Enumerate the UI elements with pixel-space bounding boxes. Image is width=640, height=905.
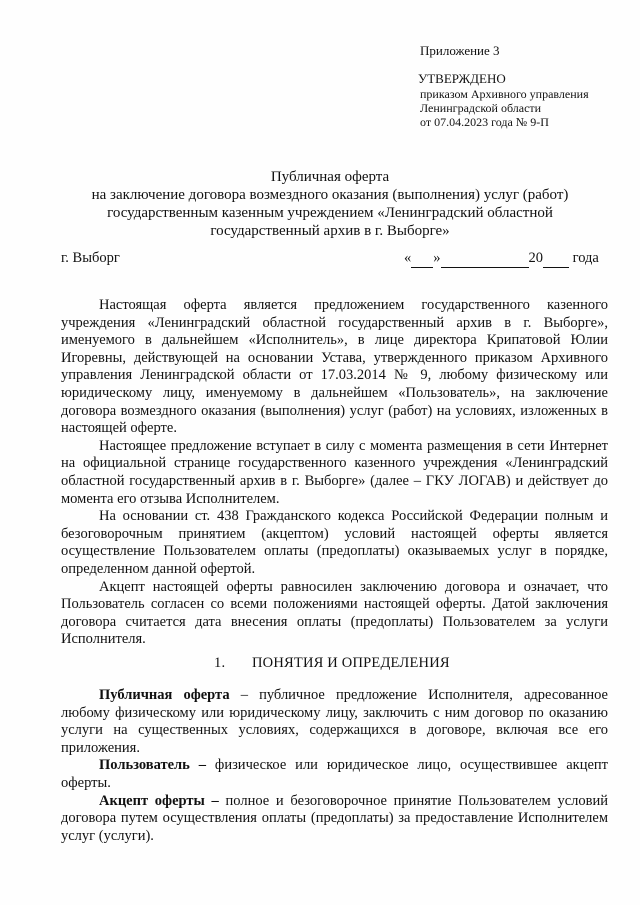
title-line-2: на заключение договора возмездного оказания (выполнения) услуг (работ) [91, 187, 569, 203]
section-number: 1. [214, 655, 226, 671]
paragraph-4: Акцепт настоящей оферты равносилен заключению договора и означает, что Пользователь согласен со всеми положениями настоящей оферты. Датой заключения договора считается дата внесения оплаты (предоплаты) Пользователем за услуги Исполнителя. [61, 578, 608, 648]
approval-stamp [418, 72, 589, 129]
approved-line-2: Ленинградской области [420, 101, 542, 115]
section-title: ПОНЯТИЯ И ОПРЕДЕЛЕНИЯ [252, 655, 450, 671]
year-blank [543, 250, 569, 268]
definition-text: физическое или юридическое лицо, осуществившее акцепт оферты. [61, 757, 608, 791]
definition-term: Акцепт оферты – [99, 792, 219, 809]
date-century: 20 [528, 250, 543, 266]
date-line [404, 250, 599, 268]
definition-term: Пользователь – [99, 757, 207, 774]
title-line-1: Публичная оферта [270, 169, 390, 185]
title-line-4: государственный архив в г. Выборге» [210, 223, 450, 239]
definition-text: полное и безоговорочное принятие Пользователем условий договора путем осуществления оплаты (предоплаты) за предоставление Исполнителем услуг (услуги). [61, 792, 608, 844]
approved-line-3: от 07.04.2023 года № 9-П [420, 115, 549, 129]
approved-line-1: приказом Архивного управления [420, 87, 589, 101]
title-line-3: государственным казенным учреждением «Ленинградский областной [107, 205, 553, 221]
day-blank [411, 250, 433, 268]
definition-term: Публичная оферта [99, 687, 230, 703]
paragraph-3: На основании ст. 438 Гражданского кодекса Российской Федерации полным и безоговорочным принятием (акцептом) условий настоящей оферты является осуществление Пользователем оплаты (предоплаты) оказываемых услуг в порядке, определенном данной офертой. [61, 508, 608, 577]
paragraph-1: Настоящая оферта является предложением государственного казенного учреждения «Ленинградский областной государственный архив в г. Выборге», именуемого в дальнейшем «Исполнитель», в лице директора Крипатовой Юлии Игоревны, действующей на основании Устава, утвержденного приказом Архивного управления Ленинградской области от 17.03.2014 № 9, любому физическому или юридическому лицу, именуемому в дальнейшем «Пользователь», на заключение договора возмездного оказания (выполнения) услуг (работ) на условиях, изложенных в настоящей оферте. [61, 297, 608, 437]
approved-title: УТВЕРЖДЕНО [418, 71, 506, 86]
date-open-quote: « [404, 250, 412, 266]
paragraph-2: Настоящее предложение вступает в силу с момента размещения в сети Интернет на официальной странице государственного казенного учреждения «Ленинградский областной государственный архив в г. Выборге» (далее – ГКУ ЛОГАВ) и действует до момента его отзыва Исполнителем. [61, 437, 608, 507]
section-heading [214, 655, 450, 672]
date-year-word: года [572, 250, 599, 266]
definition-item [61, 757, 608, 792]
definition-item [61, 793, 608, 846]
month-blank [441, 250, 529, 268]
preamble [61, 297, 608, 649]
place-label: г. Выборг [61, 250, 120, 266]
date-close-quote: » [433, 250, 441, 266]
document-title [40, 168, 620, 240]
definition-item [61, 687, 608, 757]
appendix-label: Приложение 3 [420, 43, 500, 58]
definitions [61, 687, 608, 845]
definition-text: – публичное предложение Исполнителя, адресованное любому физическому или юридическому лицу, заключить с ним договор по оказанию услуги на существенных условиях, содержащихся в договоре, включая все его приложения. [61, 687, 608, 756]
